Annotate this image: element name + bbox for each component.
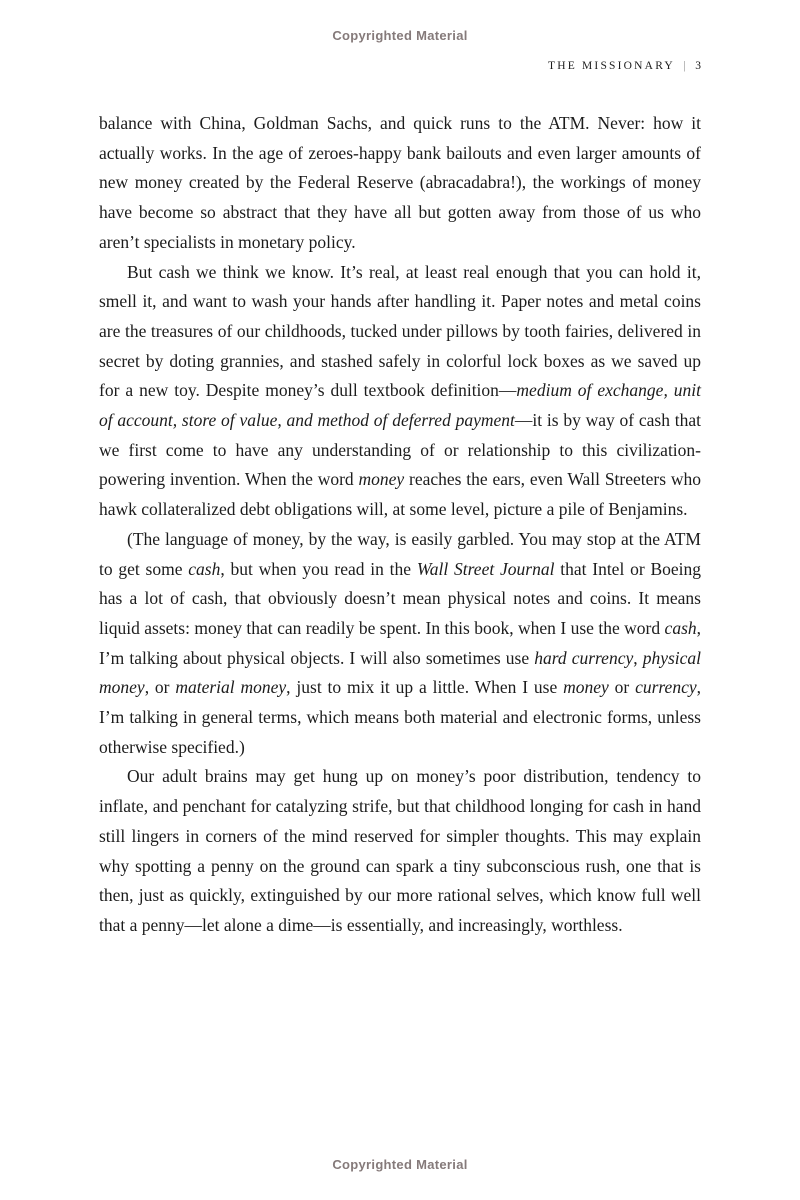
text-segment: , I’m talking about physical objects. I will also sometimes use (99, 617, 701, 668)
page-number: 3 (695, 60, 701, 72)
italic-text-segment: medium of exchange, unit of account, store of value, and method of deferred payment (99, 380, 702, 431)
text-segment: that Intel or Boeing has a lot of cash, that obviously doesn’t mean physical notes and coins. It means liquid assets: money that can readily be spent. In this book, when I use the word (99, 558, 701, 638)
running-header (548, 60, 701, 72)
text-segment: , (633, 647, 643, 668)
text-segment: , just to mix it up a little. When I use (286, 677, 564, 698)
text-segment: , or (144, 677, 176, 698)
page-text (99, 109, 701, 941)
italic-text-segment: material money (175, 677, 287, 698)
text-segment: reaches the ears, even Wall Streeters who hawk collateralized debt obligations will, at some level, picture a pile of Benjamins. (99, 469, 702, 520)
italic-text-segment: money (358, 469, 405, 490)
paragraph (99, 258, 701, 525)
italic-text-segment: physical money (99, 647, 702, 698)
italic-text-segment: hard currency (534, 647, 634, 668)
text-segment: , I’m talking in general terms, which means both material and electronic forms, unless otherwise specified.) (99, 677, 701, 757)
paragraph (99, 762, 701, 940)
copyright-watermark-bottom: Copyrighted Material (332, 1157, 468, 1172)
text-segment: or (608, 677, 636, 698)
text-segment: —it is by way of cash that we first come to have any understanding of or relationship to this civilization-powering invention. When the word (99, 410, 702, 490)
paragraph (99, 525, 701, 763)
italic-text-segment: currency (635, 677, 697, 698)
italic-text-segment: money (563, 677, 609, 698)
text-segment: balance with China, Goldman Sachs, and quick runs to the ATM. Never: how it actually works. In the age of zeroes-happy bank bailouts and even larger amounts of new money created by the Federal Reserve (abracadabra!), the workings of money have become so abstract that they have all but gotten away from those of us who aren’t specialists in monetary policy. (99, 113, 701, 252)
text-segment: (The language of money, by the way, is easily garbled. You may stop at the ATM to get some (99, 528, 701, 579)
italic-text-segment: cash (188, 558, 221, 579)
text-segment: , but when you read in the (220, 558, 417, 579)
copyright-watermark-top: Copyrighted Material (332, 28, 468, 43)
paragraph (99, 109, 701, 258)
text-segment: But cash we think we know. It’s real, at least real enough that you can hold it, smell it, and want to wash your hands after handling it. Paper notes and metal coins are the treasures of our childhoods, tucked under pillows by tooth fairies, delivered in secret by doting grannies, and stashed safely in colorful lock boxes as we saved up for a new toy. Despite money’s dull textbook definition— (99, 261, 701, 401)
chapter-title: THE MISSIONARY (547, 60, 675, 72)
italic-text-segment: Wall Street Journal (416, 558, 555, 579)
italic-text-segment: cash (664, 617, 697, 638)
text-segment: Our adult brains may get hung up on money’s poor distribution, tendency to inflate, and penchant for catalyzing strife, but that childhood longing for cash in hand still lingers in corners of the mind reserved for simpler thoughts. This may explain why spotting a penny on the ground can spark a tiny subconscious rush, one that is then, just as quickly, extinguished by our more rational selves, which know full well that a penny—let alone a dime—is essentially, and increasingly, worthless. (99, 766, 701, 935)
header-separator: | (683, 60, 685, 72)
